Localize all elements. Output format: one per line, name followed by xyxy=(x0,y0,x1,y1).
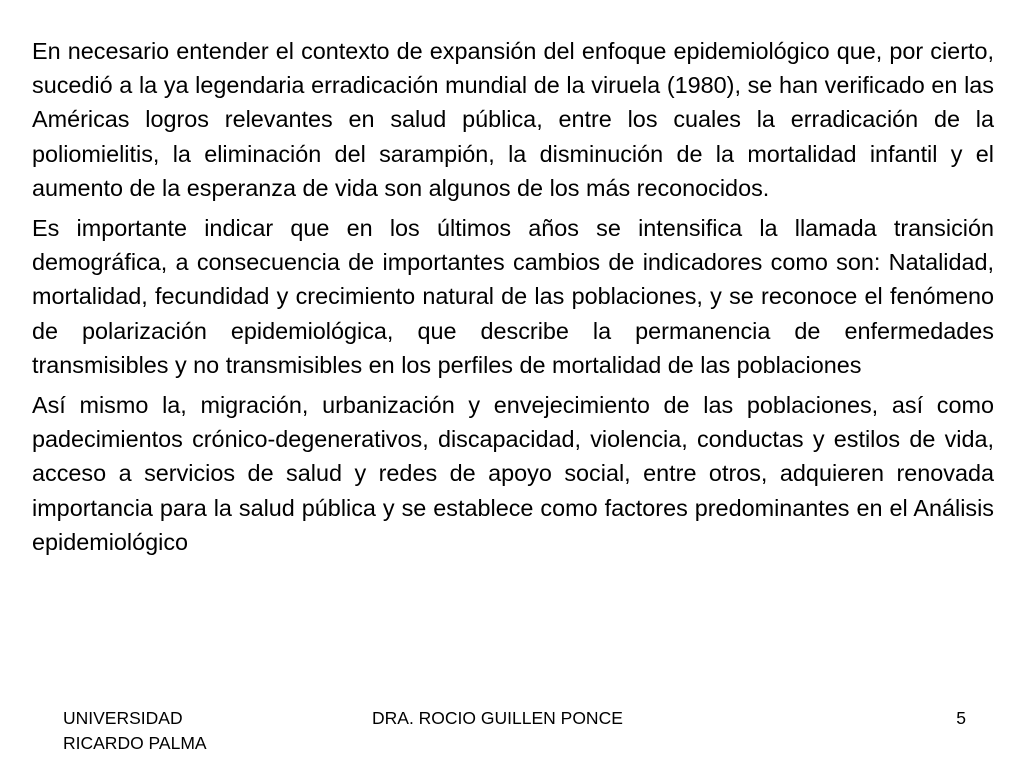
slide-body xyxy=(32,34,994,565)
footer-author: DRA. ROCIO GUILLEN PONCE xyxy=(372,708,623,728)
paragraph-predominant-factors: Así mismo la, migración, urbanización y envejecimiento de las poblaciones, así como padecimientos crónico-degenerativos, discapacidad, violencia, conductas y estilos de vida, acceso a servicios de salud y redes de apoyo social, entre otros, adquieren renovada importancia para la salud pública y se establece como factores predominantes en el Análisis epidemiológico xyxy=(32,392,994,555)
paragraph-demographic-transition: Es importante indicar que en los últimos años se intensifica la llamada transición demográfica, a consecuencia de importantes cambios de indicadores como son: Natalidad, mortalidad, fecundidad y crecimiento natural de las poblaciones, y se reconoce el fenómeno de polarización epidemiológica, que describe la permanencia de enfermedades transmisibles y no transmisibles en los perfiles de mortalidad de las poblaciones xyxy=(32,215,994,378)
paragraph-epidemiological-context: En necesario entender el contexto de expansión del enfoque epidemiológico que, por cierto, sucedió a la ya legendaria erradicación mundial de la viruela (1980), se han verificado en las Américas logros relevantes en salud pública, entre los cuales la erradicación de la poliomielitis, la eliminación del sarampión, la disminución de la mortalidad infantil y el aumento de la esperanza de vida son algunos de los más reconocidos. xyxy=(32,38,994,201)
footer-university xyxy=(63,706,283,756)
footer-page-number: 5 xyxy=(956,708,966,728)
footer-university-line2: RICARDO PALMA xyxy=(63,733,207,753)
footer-university-line1: UNIVERSIDAD xyxy=(63,708,183,728)
